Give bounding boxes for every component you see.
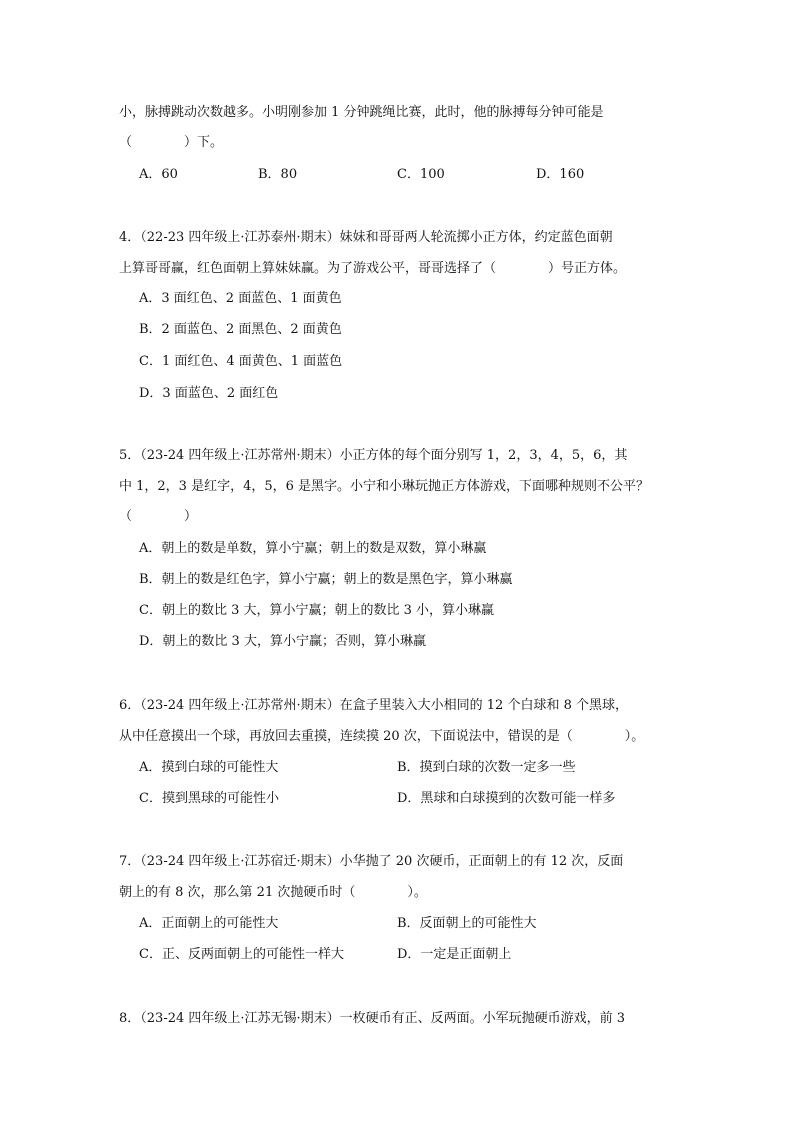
option-d: D．黑球和白球摸到的次数可能一样多 xyxy=(397,791,616,806)
question-text: 朝上的有 8 次，那么第 21 次抛硬币时（ ）。 xyxy=(119,885,427,900)
question-text: 7．（23-24 四年级上·江苏宿迁·期末）小华抛了 20 次硬币，正面朝上的有 12 次，反面 xyxy=(119,854,624,869)
option-c: C．摸到黑球的可能性小 xyxy=(139,791,279,806)
option-b: B．2 面蓝色、2 面黑色、2 面黄色 xyxy=(139,322,342,337)
option-b: B．反面朝上的可能性大 xyxy=(397,916,537,931)
question-text: 上算哥哥赢，红色面朝上算妹妹赢。为了游戏公平，哥哥选择了（ ）号正方体。 xyxy=(119,261,627,276)
question-text: 从中任意摸出一个球，再放回去重摸，连续摸 20 次，下面说法中，错误的是（ ）。 xyxy=(119,729,645,744)
option-a: A．3 面红色、2 面蓝色、1 面黄色 xyxy=(139,291,342,306)
option-d: D．一定是正面朝上 xyxy=(397,947,512,962)
option-a: A．摸到白球的可能性大 xyxy=(139,760,279,775)
question-text: 8．（23-24 四年级上·江苏无锡·期末）一枚硬币有正、反两面。小军玩抛硬币游戏，前 3 xyxy=(119,1011,626,1026)
option-d: D．160 xyxy=(536,167,585,182)
question-text: 5．（23-24 四年级上·江苏常州·期末）小正方体的每个面分别写 1，2，3，4，5，6，其 xyxy=(119,448,628,463)
option-b: B．摸到白球的次数一定多一些 xyxy=(397,760,576,775)
question-blank-line: （ ）下。 xyxy=(119,135,224,150)
option-b: B．80 xyxy=(258,167,298,182)
question-text: 小，脉搏跳动次数越多。小明刚参加 1 分钟跳绳比赛，此时，他的脉搏每分钟可能是 xyxy=(119,105,604,120)
option-c: C．1 面红色、4 面黄色、1 面蓝色 xyxy=(139,354,343,369)
option-c: C．100 xyxy=(397,167,445,182)
option-a: A．正面朝上的可能性大 xyxy=(139,916,279,931)
option-c: C．正、反两面朝上的可能性一样大 xyxy=(139,947,344,962)
option-c: C．朝上的数比 3 大，算小宁赢；朝上的数比 3 小，算小琳赢 xyxy=(139,603,495,618)
option-a: A．朝上的数是单数，算小宁赢；朝上的数是双数，算小琳赢 xyxy=(139,541,487,556)
option-b: B．朝上的数是红色字，算小宁赢；朝上的数是黑色字，算小琳赢 xyxy=(139,572,513,587)
question-text: 4．（22-23 四年级上·江苏泰州·期末）妹妹和哥哥两人轮流掷小正方体，约定蓝色面朝 xyxy=(119,230,613,245)
option-d: D．朝上的数比 3 大，算小宁赢；否则，算小琳赢 xyxy=(139,634,426,649)
option-a: A．60 xyxy=(139,167,178,182)
question-text: 6．（23-24 四年级上·江苏常州·期末）在盒子里装入大小相同的 12 个白球和 8 个黑球， xyxy=(119,698,628,713)
question-text: 中 1，2，3 是红字，4，5，6 是黑字。小宁和小琳玩抛正方体游戏，下面哪种规则不公平？ xyxy=(119,479,650,494)
option-d: D．3 面蓝色、2 面红色 xyxy=(139,386,279,401)
question-blank-line: （ ） xyxy=(119,509,198,524)
